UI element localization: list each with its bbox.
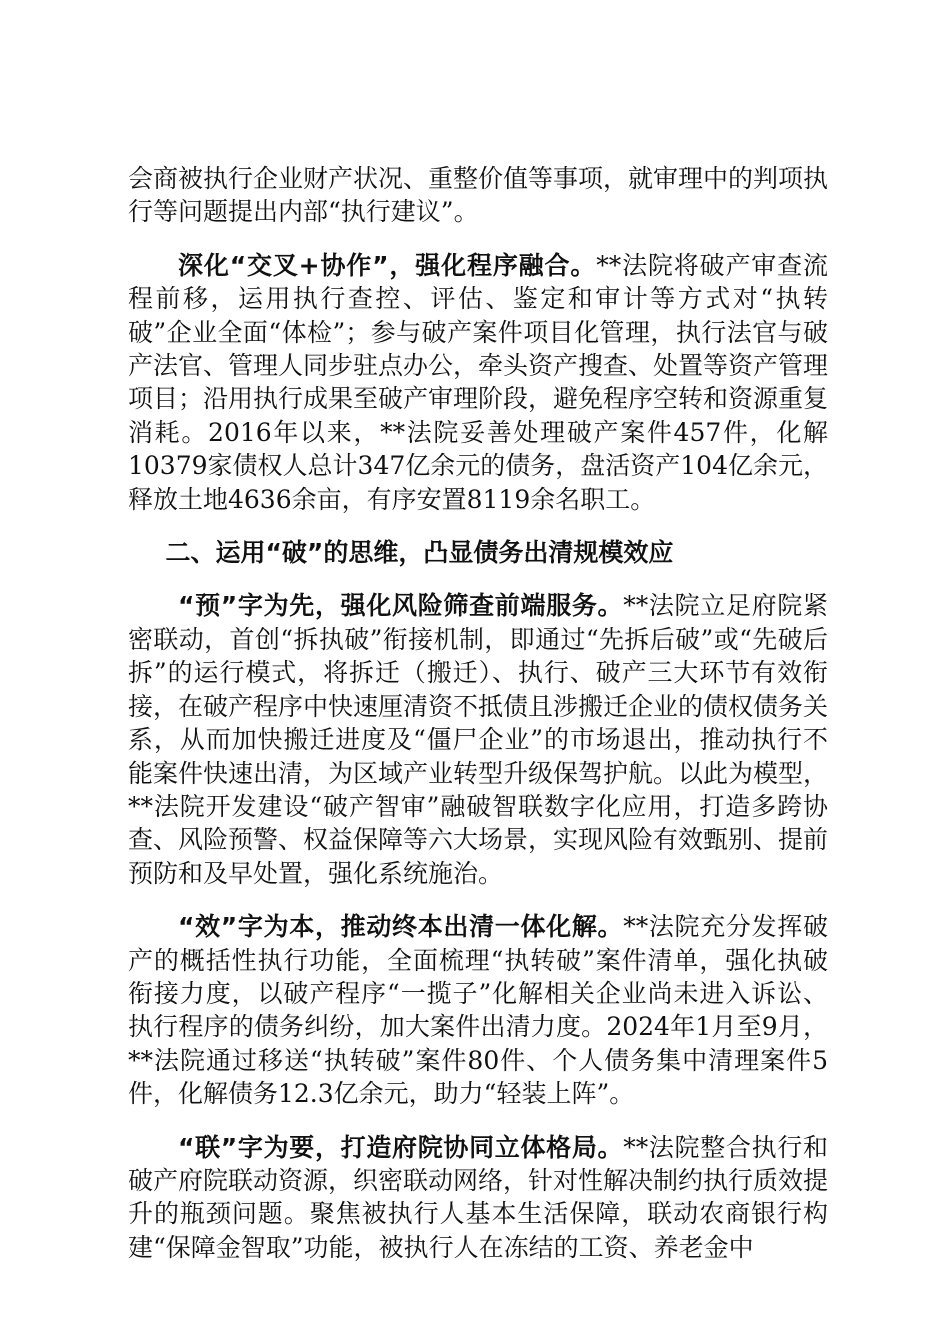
paragraph-continuation <box>128 162 828 229</box>
paragraph-text: **法院立足府院紧密联动，首创“拆执破”衔接机制，即通过“先拆后破”或“先破后拆”的运行模式，将拆迁（搬迁）、执行、破产三大环节有效衔接，在破产程序中快速厘清资不抵债且涉搬迁企业的债权债务关系，从而加快搬迁进度及“僵尸企业”的市场退出，推动执行不能案件快速出清，为区域产业转型升级保驾护航。以此为模型，**法院开发建设“破产智审”融破智联数字化应用，打造多跨协查、风险预警、权益保障等六大场景，实现风险有效甄别、提前预防和及早处置，强化系统施治。 <box>128 591 829 888</box>
paragraph-text: **法院充分发挥破产的概括性执行功能，全面梳理“执转破”案件清单，强化执破衔接力度，以破产程序“一揽子”化解相关企业尚未进入诉讼、执行程序的债务纠纷，加大案件出清力度。2024年1月至9月，**法院通过移送“执转破”案件80件、个人债务集中清理案件5件，化解债务12.3亿余元，助力“轻装上阵”。 <box>128 912 828 1109</box>
paragraph-final-clearance <box>128 910 828 1110</box>
paragraph-lead: 深化“交叉+协作”，强化程序融合。 <box>178 250 597 280</box>
section-heading: 二、运用“破”的思维，凸显债务出清规模效应 <box>165 538 674 568</box>
paragraph-text: **法院将破产审查流程前移，运用执行查控、评估、鉴定和审计等方式对“执转破”企业全面“体检”；参与破产案件项目化管理，执行法官与破产法官、管理人同步驻点办公，牵头资产搜查、处置等资产管理项目；沿用执行成果至破产审理阶段，避免程序空转和资源重复消耗。2016年以来，**法院妥善处理破产案件457件，化解10379家债权人总计347亿余元的债务，盘活资产104亿余元，释放土地4636余亩，有序安置8119余名职工。 <box>128 250 829 514</box>
paragraph-text: 会商被执行企业财产状况、重整价值等事项，就审理中的判项执行等问题提出内部“执行建议”。 <box>128 164 829 227</box>
paragraph-risk-screening <box>128 589 828 890</box>
paragraph-lead: “联”字为要，打造府院协同立体格局。 <box>178 1132 624 1162</box>
paragraph-lead: “效”字为本，推动终本出清一体化解。 <box>178 912 624 942</box>
paragraph-procedure-integration <box>128 249 828 516</box>
paragraph-lead: “预”字为先，强化风险筛查前端服务。 <box>178 591 624 621</box>
paragraph-government-court-coordination <box>128 1131 828 1265</box>
paragraph-text: **法院整合执行和破产府院联动资源，织密联动网络，针对性解决制约执行质效提升的瓶颈问题。聚焦被执行人基本生活保障，联动农商银行构建“保障金智取”功能，被执行人在冻结的工资、养老金中 <box>128 1132 829 1262</box>
document-body <box>128 162 828 1284</box>
